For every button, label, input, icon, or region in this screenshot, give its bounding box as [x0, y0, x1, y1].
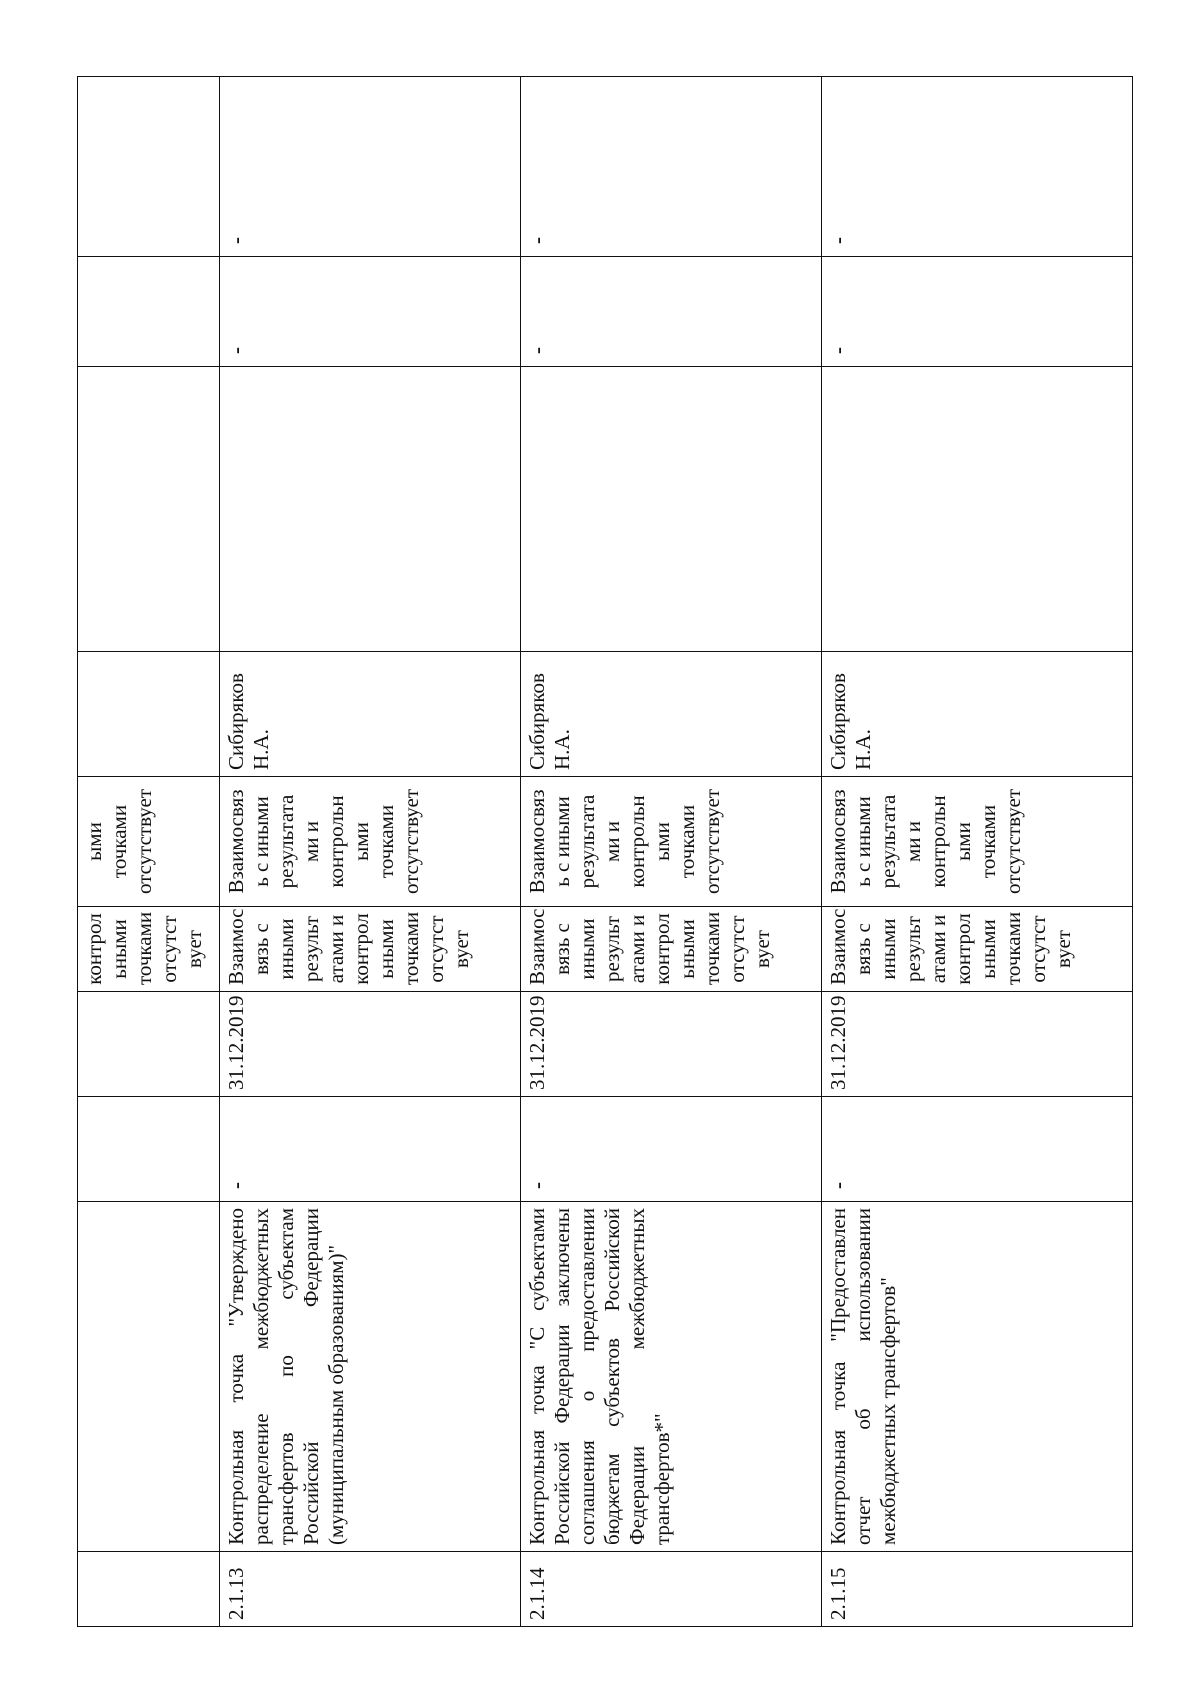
row-end-date: 31.12.2019 [521, 992, 822, 1097]
row-start [822, 1097, 1133, 1202]
header-cell-end [78, 992, 220, 1097]
header-cell-result: контрол ьными точками отсутст вует [78, 907, 220, 992]
row-col10-dash: - [525, 237, 549, 244]
rotated-table-page [77, 77, 1100, 1627]
row-name: Контрольная точка "Предоставлен отчет об использовании межбюджетных трансфертов" [822, 1202, 1133, 1552]
header-cell-doc [78, 367, 220, 652]
row-start-dash: - [826, 1182, 850, 1189]
row-link: Взаимосвяз ь с иными результата ми и контрольн ыми точками отсутствует [822, 777, 1133, 907]
row-col10-dash: - [826, 237, 850, 244]
row-col9 [822, 257, 1133, 367]
row-end-date: 31.12.2019 [220, 992, 521, 1097]
row-doc [220, 367, 521, 652]
row-start [220, 1097, 521, 1202]
row-link: Взаимосвяз ь с иными результата ми и контрольн ыми точками отсутствует [220, 777, 521, 907]
row-doc [822, 367, 1133, 652]
row-start [521, 1097, 822, 1202]
row-doc [521, 367, 822, 652]
row-start-dash: - [224, 1182, 248, 1189]
row-end-date: 31.12.2019 [822, 992, 1133, 1097]
header-cell-number [78, 1552, 220, 1627]
row-number: 2.1.14 [521, 1552, 822, 1627]
header-cell-name [78, 1202, 220, 1552]
header-cell-col10 [78, 77, 220, 257]
row-col10 [822, 77, 1133, 257]
header-cell-responsible [78, 652, 220, 777]
row-responsible: Сибиряков Н.А. [822, 652, 1133, 777]
row-result: Взаимос вязь с иными результ атами и контрол ьными точками отсутст вует [822, 907, 1133, 992]
row-name: Контрольная точка "Утверждено распределение межбюджетных трансфертов по субъектам Российской Федерации (муниципальным образованиям)" [220, 1202, 521, 1552]
header-cell-link: ыми точками отсутствует [78, 777, 220, 907]
table-header-continuation [78, 77, 220, 1627]
row-result: Взаимос вязь с иными результ атами и контрол ьными точками отсутст вует [220, 907, 521, 992]
row-link: Взаимосвяз ь с иными результата ми и контрольн ыми точками отсутствует [521, 777, 822, 907]
row-col10 [521, 77, 822, 257]
row-number: 2.1.15 [822, 1552, 1133, 1627]
row-responsible: Сибиряков Н.А. [521, 652, 822, 777]
row-col10-dash: - [224, 237, 248, 244]
row-number: 2.1.13 [220, 1552, 521, 1627]
row-name: Контрольная точка "С субъектами Российской Федерации заключены соглашения о предоставлении бюджетам субъектов Российской Федерации межбюджетных трансфертов*" [521, 1202, 822, 1552]
table-row [822, 77, 1133, 1627]
header-cell-start [78, 1097, 220, 1202]
row-responsible: Сибиряков Н.А. [220, 652, 521, 777]
row-result: Взаимос вязь с иными результ атами и контрол ьными точками отсутст вует [521, 907, 822, 992]
row-col9 [521, 257, 822, 367]
table-row [220, 77, 521, 1627]
row-col9-dash: - [826, 347, 850, 354]
row-col9 [220, 257, 521, 367]
row-start-dash: - [525, 1182, 549, 1189]
row-col9-dash: - [224, 347, 248, 354]
row-col9-dash: - [525, 347, 549, 354]
control-points-table [77, 76, 1133, 1627]
row-col10 [220, 77, 521, 257]
header-cell-col9 [78, 257, 220, 367]
table-row [521, 77, 822, 1627]
